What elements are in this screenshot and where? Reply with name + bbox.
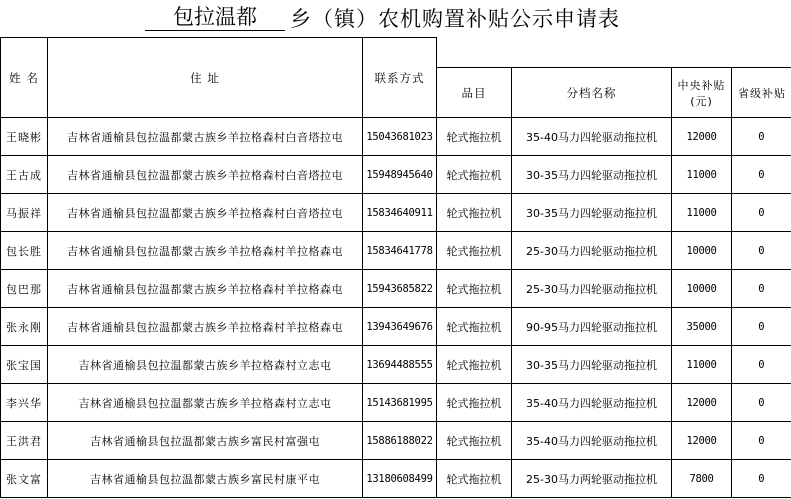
cell-address: 吉林省通榆县包拉温都蒙古族乡富民村康平屯 [48,460,363,498]
cell-phone: 13943649676 [363,308,437,346]
table-row [1,156,791,194]
table-row [1,118,791,156]
cell-item: 轮式拖拉机 [437,460,512,498]
cell-provincial-subsidy: 0 [732,346,791,384]
cell-provincial-subsidy: 0 [732,308,791,346]
cell-address: 吉林省通榆县包拉温都蒙古族乡羊拉格森村立志屯 [48,346,363,384]
header-row-top [1,38,791,68]
cell-address: 吉林省通榆县包拉温都蒙古族乡羊拉格森村羊拉格森屯 [48,232,363,270]
cell-address: 吉林省通榆县包拉温都蒙古族乡羊拉格森村羊拉格森屯 [48,308,363,346]
cell-grade: 30-35马力四轮驱动拖拉机 [512,194,672,232]
cell-provincial-subsidy: 0 [732,156,791,194]
header-blank [437,38,791,68]
cell-address: 吉林省通榆县包拉温都蒙古族乡富民村富强屯 [48,422,363,460]
header-phone: 联系方式 [363,38,437,118]
cell-item: 轮式拖拉机 [437,232,512,270]
cell-address: 吉林省通榆县包拉温都蒙古族乡羊拉格森村羊拉格森屯 [48,270,363,308]
table-row [1,194,791,232]
cell-provincial-subsidy: 0 [732,460,791,498]
cell-name: 李兴华 [1,384,48,422]
cell-grade: 25-30马力四轮驱动拖拉机 [512,270,672,308]
form-title [0,4,775,34]
cell-address: 吉林省通榆县包拉温都蒙古族乡羊拉格森村立志屯 [48,384,363,422]
cell-name: 王晓彬 [1,118,48,156]
table-row [1,232,791,270]
cell-grade: 35-40马力四轮驱动拖拉机 [512,118,672,156]
cell-name: 马振祥 [1,194,48,232]
cell-name: 张文富 [1,460,48,498]
cell-item: 轮式拖拉机 [437,308,512,346]
cell-address: 吉林省通榆县包拉温都蒙古族乡羊拉格森村白音塔拉屯 [48,118,363,156]
cell-provincial-subsidy: 0 [732,194,791,232]
title-text: 乡（镇）农机购置补贴公示申请表 [290,7,620,31]
cell-phone: 15943685822 [363,270,437,308]
cell-name: 张永刚 [1,308,48,346]
cell-phone: 15143681995 [363,384,437,422]
cell-address: 吉林省通榆县包拉温都蒙古族乡羊拉格森村白音塔拉屯 [48,194,363,232]
cell-central-subsidy: 35000 [672,308,732,346]
cell-central-subsidy: 11000 [672,194,732,232]
table-row [1,460,791,498]
title-county: 包拉温都 [145,4,285,31]
cell-central-subsidy: 12000 [672,384,732,422]
header-name: 姓 名 [1,38,48,118]
cell-name: 张宝国 [1,346,48,384]
cell-grade: 35-40马力四轮驱动拖拉机 [512,384,672,422]
cell-item: 轮式拖拉机 [437,346,512,384]
cell-name: 包长胜 [1,232,48,270]
cell-central-subsidy: 10000 [672,270,732,308]
cell-name: 包巴那 [1,270,48,308]
cell-item: 轮式拖拉机 [437,118,512,156]
subsidy-table [0,37,791,498]
header-central: 中央补贴(元) [672,68,732,118]
table-row [1,270,791,308]
cell-phone: 15834641778 [363,232,437,270]
cell-provincial-subsidy: 0 [732,270,791,308]
cell-name: 王洪君 [1,422,48,460]
cell-central-subsidy: 12000 [672,422,732,460]
cell-item: 轮式拖拉机 [437,270,512,308]
cell-item: 轮式拖拉机 [437,156,512,194]
cell-phone: 15886188022 [363,422,437,460]
cell-phone: 15834640911 [363,194,437,232]
cell-grade: 30-35马力四轮驱动拖拉机 [512,346,672,384]
cell-central-subsidy: 11000 [672,156,732,194]
cell-central-subsidy: 11000 [672,346,732,384]
cell-central-subsidy: 10000 [672,232,732,270]
cell-grade: 90-95马力四轮驱动拖拉机 [512,308,672,346]
cell-central-subsidy: 7800 [672,460,732,498]
cell-central-subsidy: 12000 [672,118,732,156]
cell-grade: 35-40马力四轮驱动拖拉机 [512,422,672,460]
cell-phone: 15043681023 [363,118,437,156]
table-row [1,384,791,422]
header-address: 住 址 [48,38,363,118]
table-row [1,308,791,346]
cell-provincial-subsidy: 0 [732,384,791,422]
cell-provincial-subsidy: 0 [732,118,791,156]
cell-address: 吉林省通榆县包拉温都蒙古族乡羊拉格森村白音塔拉屯 [48,156,363,194]
cell-grade: 30-35马力四轮驱动拖拉机 [512,156,672,194]
cell-item: 轮式拖拉机 [437,384,512,422]
cell-grade: 25-30马力四轮驱动拖拉机 [512,232,672,270]
cell-provincial-subsidy: 0 [732,422,791,460]
header-provincial: 省级补贴 [732,68,791,118]
cell-phone: 13694488555 [363,346,437,384]
header-grade: 分档名称 [512,68,672,118]
header-item: 品目 [437,68,512,118]
cell-phone: 15948945640 [363,156,437,194]
cell-item: 轮式拖拉机 [437,194,512,232]
cell-provincial-subsidy: 0 [732,232,791,270]
cell-item: 轮式拖拉机 [437,422,512,460]
table-row [1,422,791,460]
cell-grade: 25-30马力两轮驱动拖拉机 [512,460,672,498]
table-row [1,346,791,384]
cell-phone: 13180608499 [363,460,437,498]
cell-name: 王古成 [1,156,48,194]
